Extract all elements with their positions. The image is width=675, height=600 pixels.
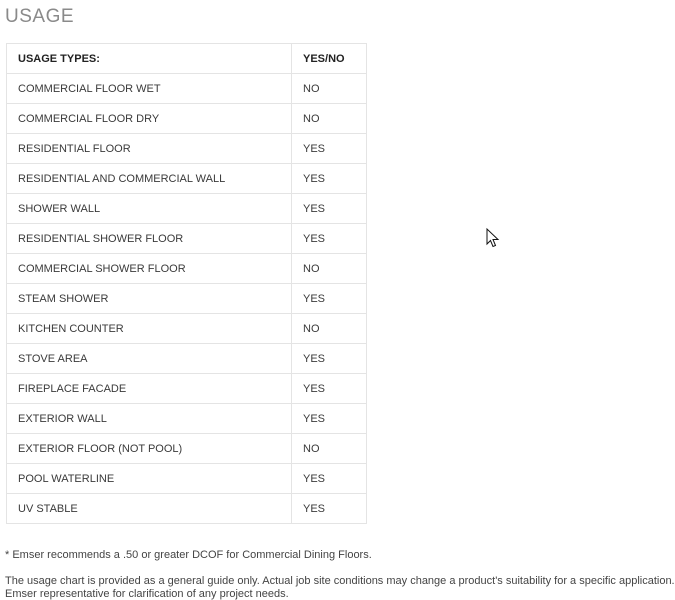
yes-no-cell: YES [292, 134, 367, 164]
table-row [7, 494, 367, 524]
yes-no-cell: YES [292, 284, 367, 314]
header-yes-no: YES/NO [292, 44, 367, 74]
table-row [7, 254, 367, 284]
yes-no-cell: YES [292, 194, 367, 224]
usage-type-cell: UV STABLE [7, 494, 292, 524]
usage-type-cell: RESIDENTIAL AND COMMERCIAL WALL [7, 164, 292, 194]
usage-type-cell: POOL WATERLINE [7, 464, 292, 494]
usage-type-cell: KITCHEN COUNTER [7, 314, 292, 344]
yes-no-cell: NO [292, 434, 367, 464]
yes-no-cell: YES [292, 494, 367, 524]
dcof-footnote: * Emser recommends a .50 or greater DCOF for Commercial Dining Floors. [5, 549, 372, 561]
yes-no-cell: YES [292, 464, 367, 494]
table-row [7, 374, 367, 404]
yes-no-cell: YES [292, 164, 367, 194]
usage-type-cell: COMMERCIAL FLOOR DRY [7, 104, 292, 134]
table-row [7, 104, 367, 134]
mouse-pointer-icon [486, 228, 500, 248]
table-row [7, 344, 367, 374]
usage-table [6, 43, 367, 524]
yes-no-cell: YES [292, 404, 367, 434]
table-row [7, 74, 367, 104]
usage-type-cell: FIREPLACE FACADE [7, 374, 292, 404]
yes-no-cell: YES [292, 224, 367, 254]
usage-type-cell: EXTERIOR FLOOR (NOT POOL) [7, 434, 292, 464]
table-row [7, 134, 367, 164]
table-row [7, 164, 367, 194]
yes-no-cell: NO [292, 314, 367, 344]
usage-type-cell: RESIDENTIAL SHOWER FLOOR [7, 224, 292, 254]
yes-no-cell: NO [292, 74, 367, 104]
usage-type-cell: STOVE AREA [7, 344, 292, 374]
yes-no-cell: NO [292, 104, 367, 134]
usage-type-cell: STEAM SHOWER [7, 284, 292, 314]
section-title: USAGE [5, 6, 75, 27]
table-row [7, 404, 367, 434]
usage-type-cell: COMMERCIAL FLOOR WET [7, 74, 292, 104]
table-row [7, 284, 367, 314]
representative-note: Emser representative for clarification of any project needs. [5, 588, 289, 600]
usage-table-body [7, 74, 367, 524]
usage-guide-note: The usage chart is provided as a general guide only. Actual job site conditions may change a product's suitability for a specific application. [5, 575, 675, 587]
usage-type-cell: EXTERIOR WALL [7, 404, 292, 434]
table-header-row [7, 44, 367, 74]
table-row [7, 224, 367, 254]
table-row [7, 314, 367, 344]
usage-type-cell: RESIDENTIAL FLOOR [7, 134, 292, 164]
yes-no-cell: YES [292, 374, 367, 404]
header-usage-types: USAGE TYPES: [7, 44, 292, 74]
usage-type-cell: COMMERCIAL SHOWER FLOOR [7, 254, 292, 284]
table-row [7, 434, 367, 464]
table-row [7, 464, 367, 494]
table-row [7, 194, 367, 224]
usage-type-cell: SHOWER WALL [7, 194, 292, 224]
yes-no-cell: YES [292, 344, 367, 374]
yes-no-cell: NO [292, 254, 367, 284]
